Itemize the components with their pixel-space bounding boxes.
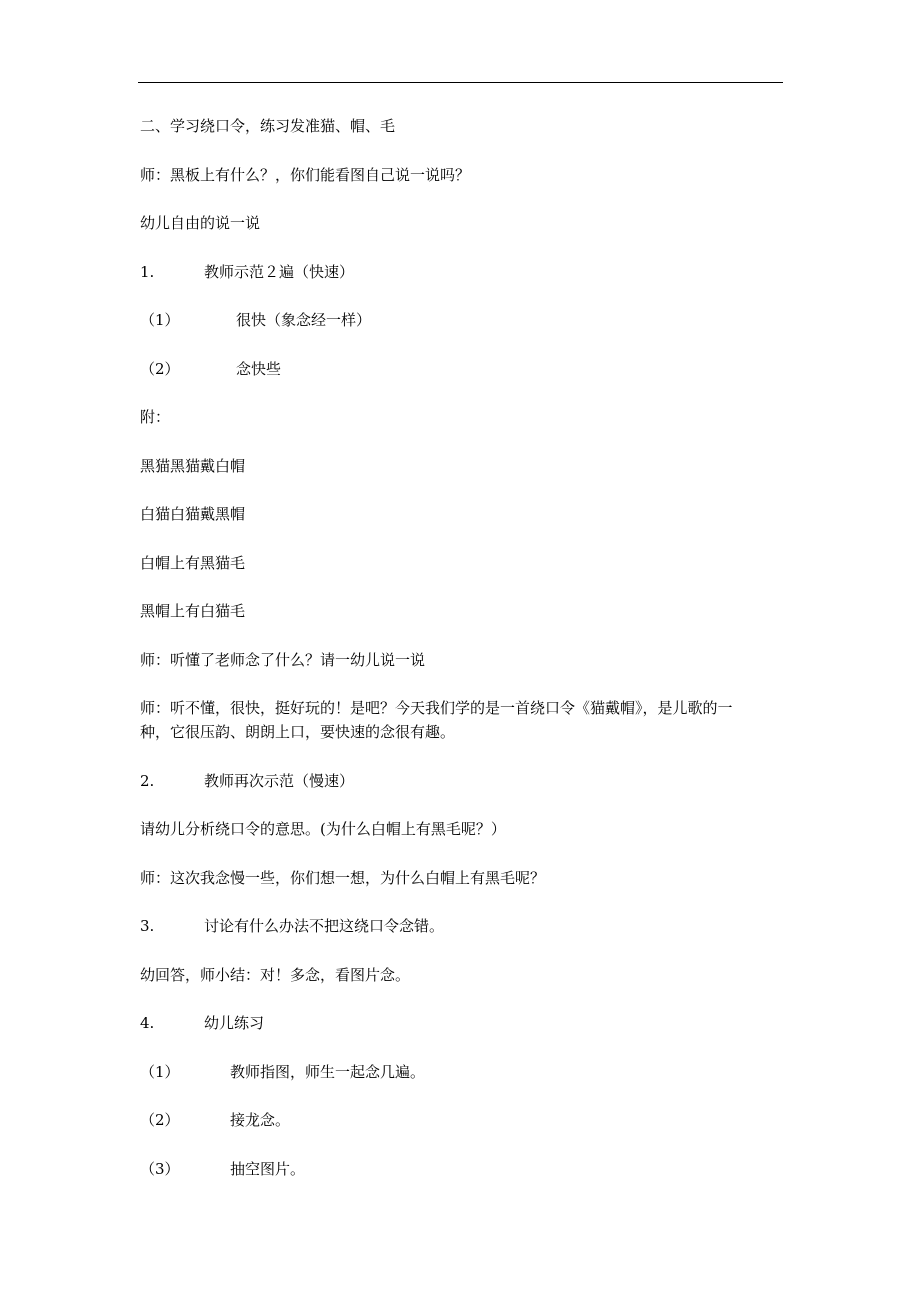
numbered-item (140, 260, 785, 284)
text-line: 请幼儿分析绕口令的意思。(为什么白帽上有黑毛呢？） (140, 820, 506, 838)
item-marker: 4. (140, 1014, 155, 1032)
item-marker: （1） (140, 311, 180, 329)
item-text: 接龙念。 (230, 1111, 291, 1129)
paragraph (140, 696, 785, 744)
sub-item (140, 308, 785, 332)
item-text: 幼儿练习 (204, 1014, 265, 1032)
verse-line: 白帽上有黑猫毛 (140, 553, 246, 572)
paragraph-line: 师：听不懂，很快，挺好玩的！是吧？今天我们学的是一首绕口令《猫戴帽》，是儿歌的一 (140, 699, 733, 717)
document-body (140, 114, 785, 1205)
item-marker: 2. (140, 771, 155, 790)
sub-item (140, 357, 785, 381)
item-text: 很快（象念经一样） (236, 311, 372, 329)
item-marker: 3. (140, 917, 155, 935)
sub-item (140, 1157, 785, 1181)
verse-line: 白猫白猫戴黑帽 (140, 505, 246, 523)
text-line: 师：听懂了老师念了什么？请一幼儿说一说 (140, 650, 426, 669)
sub-item (140, 1108, 785, 1132)
sub-item (140, 1060, 785, 1084)
item-text: 教师再次示范（慢速） (204, 771, 355, 790)
item-text: 教师示范２遍（快速） (204, 262, 355, 281)
section-heading: 二、学习绕口令，练习发准猫、帽、毛 (140, 117, 396, 135)
verse-line: 黑帽上有白猫毛 (140, 602, 246, 620)
text-line: 附： (140, 408, 171, 426)
item-text: 抽空图片。 (230, 1159, 306, 1178)
item-marker: （3） (140, 1159, 180, 1178)
text-line: 师：这次我念慢一些，你们想一想，为什么白帽上有黑毛呢？ (140, 868, 546, 887)
text-line: 幼回答，师小结：对！多念，看图片念。 (140, 965, 411, 984)
item-marker: （2） (140, 1111, 180, 1129)
numbered-item (140, 1011, 785, 1035)
item-text: 教师指图，师生一起念几遍。 (230, 1062, 426, 1081)
numbered-item (140, 914, 785, 938)
text-line: 幼儿自由的说一说 (140, 214, 261, 232)
item-marker: （1） (140, 1062, 180, 1081)
item-marker: 1. (140, 262, 155, 281)
header-rule (138, 82, 783, 83)
verse-line: 黑猫黑猫戴白帽 (140, 456, 246, 475)
item-text: 讨论有什么办法不把这绕口令念错。 (204, 917, 445, 935)
text-line: 师：黑板上有什么？，你们能看图自己说一说吗？ (140, 165, 471, 184)
paragraph-line: 种，它很压韵、朗朗上口，要快速的念很有趣。 (140, 723, 456, 741)
item-marker: （2） (140, 359, 180, 378)
numbered-item (140, 769, 785, 793)
item-text: 念快些 (236, 359, 282, 378)
